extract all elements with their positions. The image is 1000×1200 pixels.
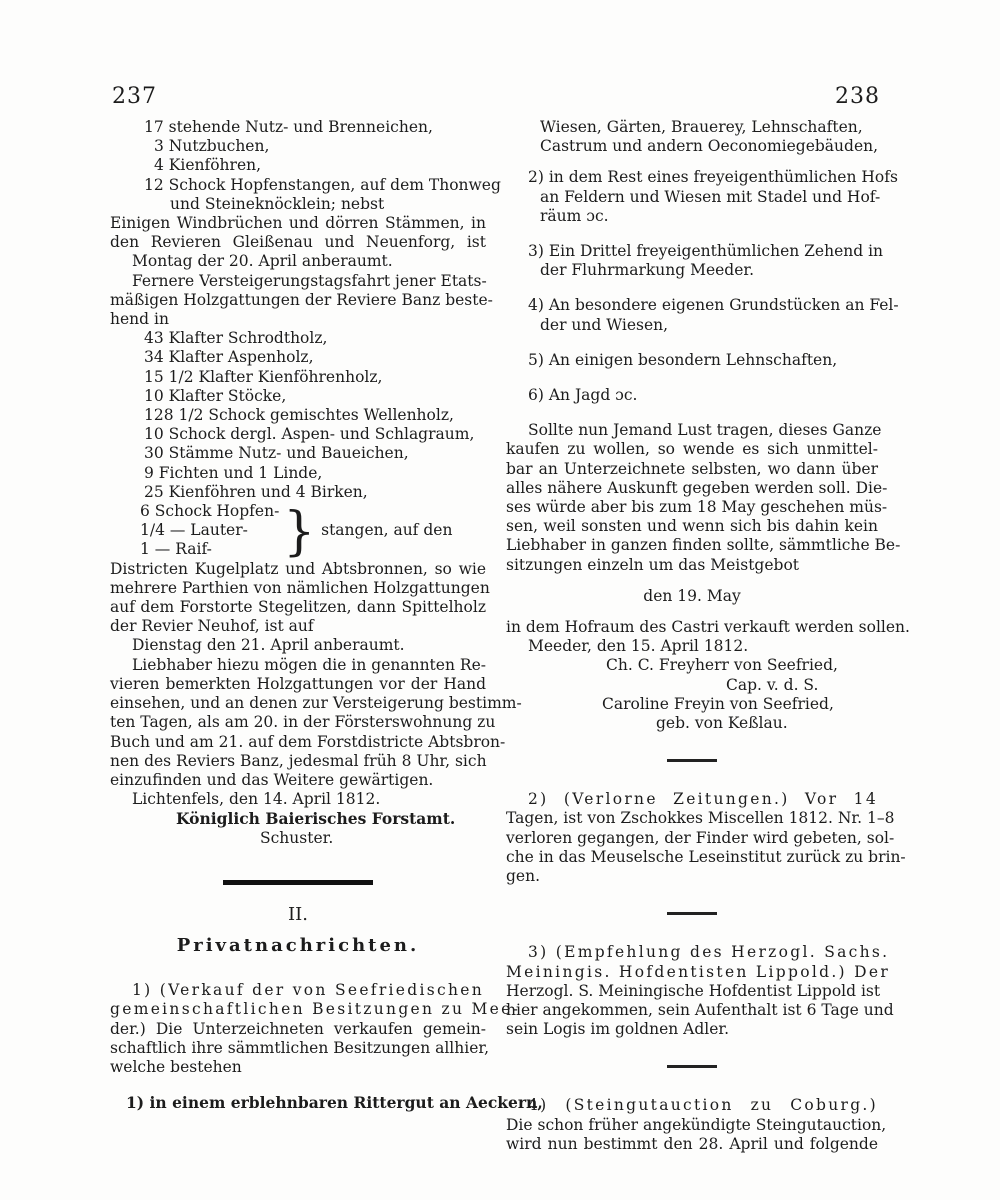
spacer: [506, 156, 878, 168]
list-item: 43 Klafter Schrodtholz,: [144, 329, 328, 348]
signature-line: Ch. C. Freyherr von Seefried,: [606, 656, 838, 675]
page-number-left: 237: [112, 84, 157, 109]
brace-icon: }: [283, 500, 316, 562]
section-number: II.: [288, 903, 308, 925]
text-line: Meiningis. Hofdentisten Lippold.) Der: [506, 962, 891, 981]
text-line: wird nun bestimmt den 28. April und folgende: [506, 1134, 878, 1153]
bracket-items: [140, 502, 279, 560]
text-line: welche bestehen: [110, 1057, 242, 1076]
place-date: Meeder, den 15. April 1812.: [528, 637, 749, 656]
bracket-group: [110, 502, 486, 560]
text-line: 3 Nutzbuchen,: [154, 137, 270, 156]
text-line: schaftlich ihre sämmtlichen Besitzungen allhier,: [110, 1038, 490, 1057]
text-line: einzufinden und das Weitere gewärtigen.: [110, 770, 434, 789]
list-item: 5) An einigen besondern Lehnschaften,: [528, 350, 838, 369]
list-item: 1/4 — Lauter-: [140, 521, 248, 540]
text-line: der Fluhrmarkung Meeder.: [540, 261, 755, 280]
text-line: bar an Unterzeichnete selbsten, wo dann über: [506, 459, 878, 478]
text-line: Liebhaber hiezu mögen die in genannten Re-: [132, 655, 486, 674]
place-date: Lichtenfels, den 14. April 1812.: [132, 790, 381, 809]
spacer: [506, 335, 878, 351]
article-heading: 2) (Verlorne Zeitungen.) Vor 14: [528, 790, 878, 809]
divider: [667, 1065, 717, 1068]
text-line: und Steineknöcklein; nebst: [170, 194, 385, 213]
text-line: Liebhaber in ganzen finden sollte, sämmtliche Be-: [506, 536, 901, 555]
text-line: Herzogl. S. Meiningische Hofdentist Lippold ist: [506, 981, 881, 1000]
right-column: [506, 118, 910, 1154]
text-line: verloren gegangen, der Finder wird gebeten, sol-: [506, 828, 895, 847]
list-item: 1 — Raif-: [140, 540, 212, 559]
text-line: alles nähere Auskunft gegeben werden soll. Die-: [506, 478, 888, 497]
date-line: den 19. May: [643, 586, 741, 605]
text-line: der Revier Neuhof, ist auf: [110, 617, 314, 636]
article-heading: 3) (Empfehlung des Herzogl. Sachs.: [528, 943, 890, 962]
text-line: Einigen Windbrüchen und dörren Stämmen, in: [110, 214, 486, 233]
list-item: 30 Stämme Nutz- und Baueichen,: [144, 444, 409, 463]
list-item: 34 Klafter Aspenholz,: [144, 348, 314, 367]
text-line: kaufen zu wollen, so wende es sich unmittel-: [506, 440, 878, 459]
text-line: den Revieren Gleißenau und Neuenforg, ist: [110, 233, 486, 252]
text-line: Buch und am 21. auf dem Forstdistricte Abtsbron-: [110, 732, 506, 751]
signature-line: Caroline Freyin von Seefried,: [602, 694, 834, 713]
list-item: 4) An besondere eigenen Grundstücken an Fel-: [528, 296, 899, 315]
list-item: 3) Ein Drittel freyeigenthümlichen Zehend in: [528, 242, 884, 261]
text-line: Districten Kugelplatz und Abtsbronnen, so wie: [110, 559, 486, 578]
spacer: [506, 606, 878, 618]
text-line: gen.: [506, 867, 541, 886]
spacer: [506, 226, 878, 242]
text-line: räum ɔc.: [540, 206, 609, 225]
text-line: an Feldern und Wiesen mit Stadel und Hof-: [540, 187, 881, 206]
text-line: nen des Reviers Banz, jedesmal früh 8 Uhr, sich: [110, 751, 487, 770]
text-line: 17 stehende Nutz- und Brenneichen,: [144, 118, 433, 136]
text-line: Wiesen, Gärten, Brauerey, Lehnschaften,: [540, 118, 863, 136]
list-item: 9 Fichten und 1 Linde,: [144, 463, 323, 482]
signature: Schuster.: [260, 828, 334, 847]
text-line: Castrum und andern Oeconomiegebäuden,: [540, 137, 879, 156]
text-line: mehrere Parthien von nämlichen Holzgattungen: [110, 578, 490, 597]
text-line: ses würde aber bis zum 18 May geschehen müs-: [506, 498, 888, 517]
text-line: in dem Hofraum des Castri verkauft werden sollen.: [506, 618, 910, 637]
list-item: 6 Schock Hopfen-: [140, 502, 280, 521]
text-line: mäßigen Holzgattungen der Reviere Banz beste-: [110, 290, 493, 309]
text-line: Sollte nun Jemand Lust tragen, dieses Ganze: [528, 421, 882, 440]
text-line: ten Tagen, als am 20. in der Försterswohnung zu: [110, 713, 496, 732]
list-item: 6) An Jagd ɔc.: [528, 386, 638, 405]
page-number-right: 238: [835, 84, 880, 109]
text-line: Tagen, ist von Zschokkes Miscellen 1812. Nr. 1–8: [506, 809, 895, 828]
list-item: 2) in dem Rest eines freyeigenthümlichen Hofs: [528, 168, 898, 187]
spacer: [110, 1077, 486, 1093]
text-line: vieren bemerkten Holzgattungen vor der Hand: [110, 674, 486, 693]
text-line: auf dem Forstorte Stegelitzen, dann Spittelholz: [110, 598, 486, 617]
text-line: Die schon früher angekündigte Steingutauction,: [506, 1115, 887, 1134]
spacer: [506, 280, 878, 296]
text-line: sen, weil sonsten und wenn sich bis dahin kein: [506, 517, 878, 536]
signature-line: geb. von Keßlau.: [656, 714, 788, 733]
spacer: [506, 405, 878, 421]
text-line: che in das Meuselsche Leseinstitut zurück zu brin-: [506, 847, 906, 866]
text-line: einsehen, und an denen zur Versteigerung bestimm-: [110, 694, 522, 713]
spacer: [506, 575, 878, 587]
text-line: 12 Schock Hopfenstangen, auf dem Thonweg: [144, 175, 501, 194]
list-item: 10 Schock dergl. Aspen- und Schlagraum,: [144, 425, 475, 444]
text-line: Dienstag den 21. April anberaumt.: [132, 636, 405, 655]
article-heading: 4) (Steingutauction zu Coburg.): [528, 1096, 878, 1115]
list-item: 128 1/2 Schock gemischtes Wellenholz,: [144, 406, 454, 425]
left-column: [110, 118, 543, 1113]
bracket-suffix: stangen, auf den: [321, 521, 453, 540]
text-line: sein Logis im goldnen Adler.: [506, 1020, 730, 1039]
authority: Königlich Baierisches Forstamt.: [176, 809, 456, 829]
divider: [667, 759, 717, 762]
text-line: sitzungen einzeln um das Meistgebot: [506, 555, 800, 574]
spacer: [506, 370, 878, 386]
signature-line: Cap. v. d. S.: [726, 675, 819, 694]
text-line: Fernere Versteigerungstagsfahrt jener Etats-: [132, 271, 487, 290]
divider: [667, 912, 717, 915]
text-line: der.) Die Unterzeichneten verkaufen gemein-: [110, 1019, 486, 1038]
section-title: Privatnachrichten.: [176, 934, 420, 956]
text-line: Montag der 20. April anberaumt.: [132, 252, 393, 271]
text-line: hier angekommen, sein Aufenthalt ist 6 Tage und: [506, 1000, 894, 1019]
list-item: 25 Kienföhren und 4 Birken,: [144, 482, 368, 501]
text-line: gemeinschaftlichen Besitzungen zu Mee-: [110, 1000, 521, 1019]
list-item: 15 1/2 Klafter Kienföhrenholz,: [144, 367, 383, 386]
text-line: hend in: [110, 310, 169, 329]
text-line: 4 Kienföhren,: [154, 156, 262, 175]
list-item: 1) in einem erblehnbaren Rittergut an Aeckern,: [126, 1093, 543, 1113]
list-item: 10 Klafter Stöcke,: [144, 386, 287, 405]
section-divider: [223, 880, 373, 885]
article-heading: 1) (Verkauf der von Seefriedischen: [132, 981, 485, 1000]
text-line: der und Wiesen,: [540, 315, 669, 334]
